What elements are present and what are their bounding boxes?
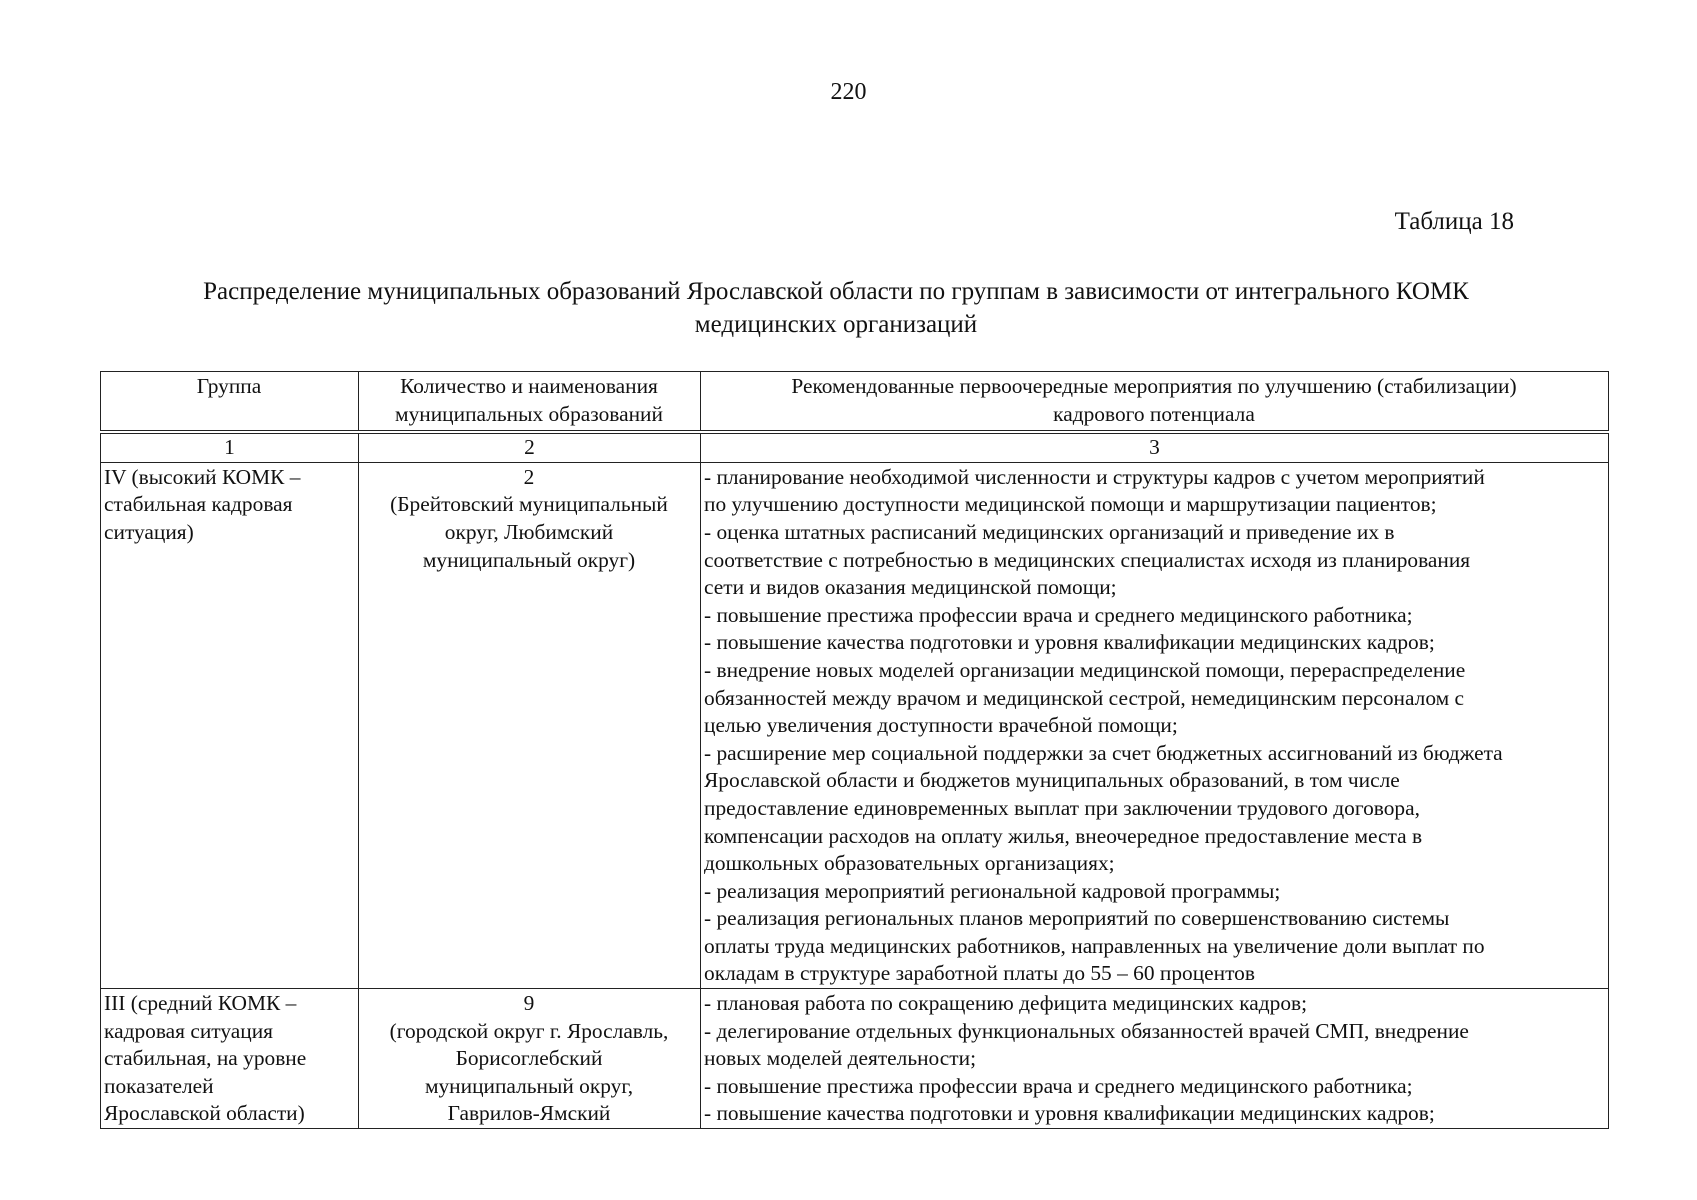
header-municipalities (359, 372, 701, 433)
cell-line: стабильная, на уровне (104, 1046, 307, 1071)
cell-line: сети и видов оказания медицинской помощи; (704, 575, 1117, 600)
header-line: Рекомендованные первоочередные мероприятия по улучшению (стабилизации) (791, 374, 1517, 398)
cell-line: - повышение качества подготовки и уровня квалификации медицинских кадров; (704, 630, 1435, 655)
cell-line: муниципальный округ, (424, 1073, 634, 1098)
cell-line: IV (высокий КОМК – (104, 464, 301, 489)
cell-line: - реализация региональных планов мероприятий по совершенствованию системы (704, 906, 1450, 931)
header-line: кадрового потенциала (1053, 401, 1255, 426)
cell-line: Ярославской области и бюджетов муниципальных образований, в том числе (704, 768, 1400, 793)
cell-line: компенсации расходов на оплату жилья, внеочередное предоставление места в (704, 823, 1423, 848)
cell-line: - плановая работа по сокращению дефицита медицинских кадров; (704, 991, 1308, 1016)
cell-line: (городской округ г. Ярославль, (389, 1018, 669, 1043)
cell-line: муниципальный округ) (422, 547, 636, 572)
column-number: 1 (101, 432, 359, 462)
cell-line: округ, Любимский (444, 519, 614, 544)
cell-line: кадровая ситуация (104, 1018, 273, 1043)
cell-line: Гаврилов-Ямский (447, 1101, 611, 1126)
column-number: 3 (701, 432, 1609, 462)
cell-line: целью увеличения доступности врачебной помощи; (704, 713, 1178, 738)
measures-cell (701, 989, 1609, 1129)
cell-line: Ярославской области) (104, 1101, 305, 1126)
cell-line: - повышение качества подготовки и уровня квалификации медицинских кадров; (704, 1101, 1435, 1126)
group-cell (101, 989, 359, 1129)
cell-line: - повышение престижа профессии врача и среднего медицинского работника; (704, 602, 1413, 627)
header-group (101, 372, 359, 433)
cell-line: окладам в структуре заработной платы до 55 – 60 процентов (704, 961, 1255, 986)
header-line: муниципальных образований (395, 401, 663, 426)
header-line: Количество и наименования (400, 374, 658, 398)
cell-line: - оценка штатных расписаний медицинских организаций и приведение их в (704, 519, 1395, 544)
title-line: медицинских организаций (694, 311, 978, 338)
column-number: 2 (359, 432, 701, 462)
cell-line: показателей (104, 1073, 214, 1098)
cell-line: III (средний КОМК – (104, 991, 297, 1016)
cell-line: стабильная кадровая (104, 492, 293, 517)
municipalities-cell (359, 989, 701, 1129)
column-number-row (101, 432, 1609, 462)
cell-line: соответствие с потребностью в медицинских специалистах исходя из планирования (704, 547, 1471, 572)
header-measures (701, 372, 1609, 433)
cell-line: предоставление единовременных выплат при заключении трудового договора, (704, 795, 1420, 820)
cell-line: оплаты труда медицинских работников, направленных на увеличение доли выплат по (704, 933, 1485, 958)
cell-line: - делегирование отдельных функциональных обязанностей врачей СМП, внедрение (704, 1018, 1469, 1043)
table-row (101, 462, 1609, 988)
cell-line: ситуация) (104, 519, 194, 544)
cell-line: по улучшению доступности медицинской помощи и маршрутизации пациентов; (704, 492, 1437, 517)
cell-line: - реализация мероприятий региональной кадровой программы; (704, 878, 1281, 903)
page-number: 220 (830, 79, 867, 105)
cell-line: - повышение престижа профессии врача и среднего медицинского работника; (704, 1073, 1413, 1098)
cell-line: 2 (523, 464, 535, 489)
cell-line: (Брейтовский муниципальный (390, 492, 668, 517)
municipalities-cell (359, 462, 701, 988)
document-title (90, 275, 1582, 341)
cell-line: 9 (523, 991, 535, 1016)
cell-line: обязанностей между врачом и медицинской сестрой, немедицинским персоналом с (704, 685, 1464, 710)
header-line: Группа (196, 374, 262, 398)
measures-table (100, 371, 1609, 1129)
table-row (101, 989, 1609, 1129)
cell-line: - внедрение новых моделей организации медицинской помощи, перераспределение (704, 657, 1466, 682)
table-caption: Таблица 18 (1394, 208, 1514, 235)
cell-line: Борисоглебский (455, 1046, 603, 1071)
cell-line: - расширение мер социальной поддержки за счет бюджетных ассигнований из бюджета (704, 740, 1503, 765)
measures-cell (701, 462, 1609, 988)
table-header-row (101, 372, 1609, 433)
cell-line: новых моделей деятельности; (704, 1046, 977, 1071)
group-cell (101, 462, 359, 988)
cell-line: дошкольных образовательных организациях; (704, 851, 1115, 876)
cell-line: - планирование необходимой численности и структуры кадров с учетом мероприятий (704, 464, 1485, 489)
title-line: Распределение муниципальных образований Ярославской области по группам в зависимости от интегрального КОМК (203, 278, 1469, 305)
